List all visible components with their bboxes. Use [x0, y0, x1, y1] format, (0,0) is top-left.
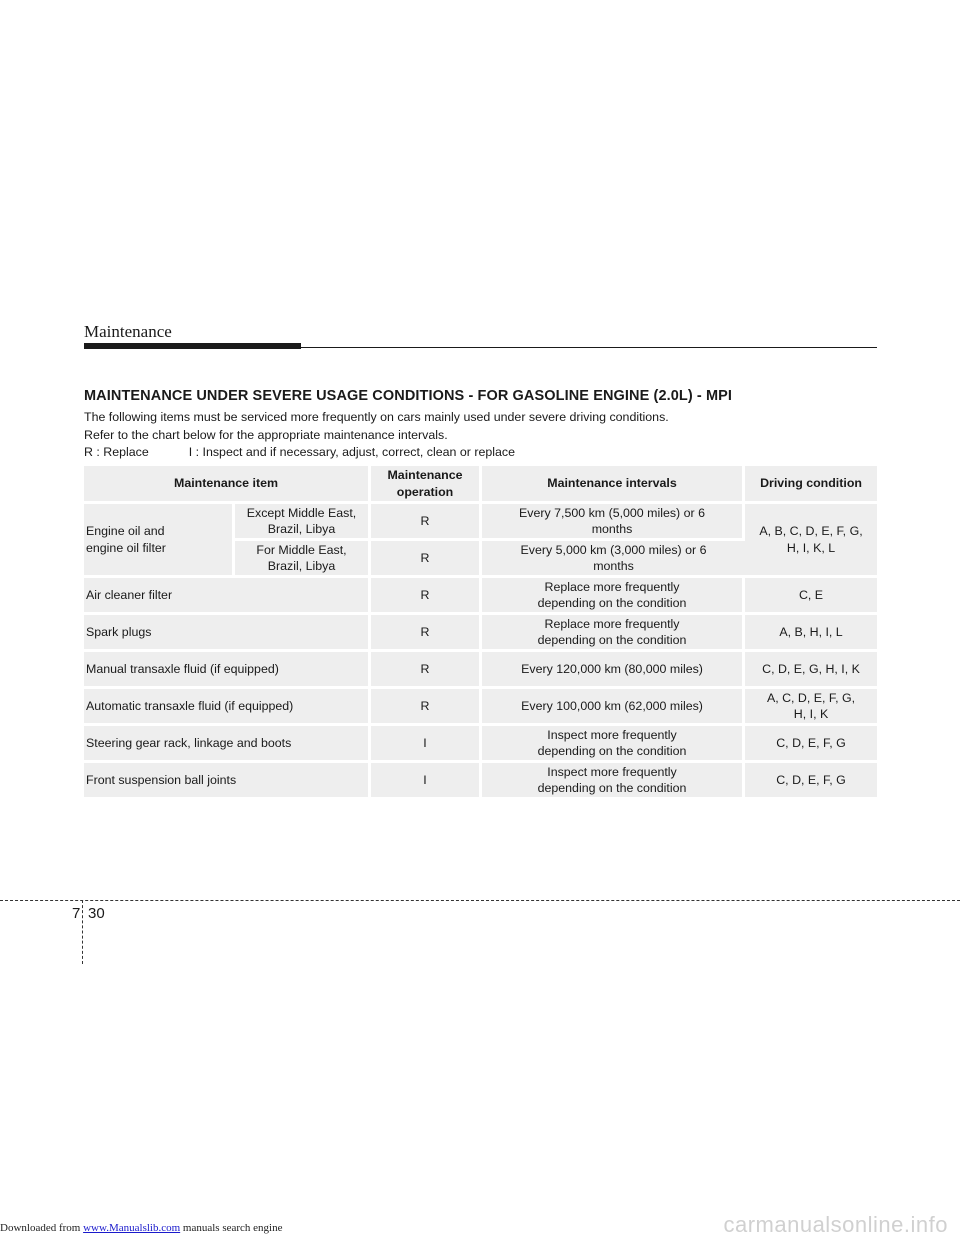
engine-oil-operation: R [371, 504, 482, 541]
row-operation: R [371, 578, 482, 615]
watermark: carmanualsonline.info [723, 1212, 948, 1237]
row-operation: R [371, 615, 482, 652]
table-row [84, 652, 877, 689]
engine-oil-interval: Every 7,500 km (5,000 miles) or 6 months [482, 504, 745, 541]
row-operation: R [371, 652, 482, 689]
intro-text [84, 409, 669, 462]
engine-oil-item: Engine oil and engine oil filter [84, 504, 235, 578]
engine-oil-region: Except Middle East, Brazil, Libya [235, 504, 371, 541]
legend-inspect: I : Inspect and if necessary, adjust, correct, clean or replace [188, 445, 515, 459]
row-interval: Every 120,000 km (80,000 miles) [482, 652, 745, 689]
maintenance-table [84, 466, 877, 800]
header-item: Maintenance item [84, 466, 371, 504]
header-condition: Driving condition [745, 466, 877, 504]
engine-oil-condition: A, B, C, D, E, F, G, H, I, K, L [745, 504, 877, 578]
header-intervals: Maintenance intervals [482, 466, 745, 504]
table-row [84, 726, 877, 763]
table-row [84, 763, 877, 800]
row-item: Steering gear rack, linkage and boots [84, 726, 371, 763]
engine-oil-operation: R [371, 541, 482, 578]
row-interval: Inspect more frequently depending on the condition [482, 763, 745, 800]
footer-dashed-rule [0, 900, 960, 901]
header-operation: Maintenance operation [371, 466, 482, 504]
download-banner: Downloaded from www.Manualslib.com manuals search engine [0, 1222, 283, 1234]
table-row [84, 504, 877, 541]
manualslib-link[interactable]: www.Manualslib.com [83, 1222, 181, 1234]
row-interval: Inspect more frequently depending on the condition [482, 726, 745, 763]
row-operation: I [371, 726, 482, 763]
intro-line-2: Refer to the chart below for the appropriate maintenance intervals. [84, 427, 448, 442]
row-condition: C, E [745, 578, 877, 615]
section-title: Maintenance [84, 322, 172, 341]
legend-replace: R : Replace [84, 445, 149, 459]
table-row [84, 578, 877, 615]
page-number: 30 [88, 905, 105, 922]
legend [84, 444, 669, 462]
row-condition: A, C, D, E, F, G, H, I, K [745, 689, 877, 726]
row-item: Automatic transaxle fluid (if equipped) [84, 689, 371, 726]
row-condition: C, D, E, F, G [745, 763, 877, 800]
row-item: Air cleaner filter [84, 578, 371, 615]
chapter-number: 7 [72, 905, 81, 922]
footer-dashed-divider [82, 900, 83, 964]
table-row [84, 615, 877, 652]
engine-oil-region: For Middle East, Brazil, Libya [235, 541, 371, 578]
row-operation: R [371, 689, 482, 726]
row-condition: C, D, E, G, H, I, K [745, 652, 877, 689]
table-header-row [84, 466, 877, 504]
row-item: Manual transaxle fluid (if equipped) [84, 652, 371, 689]
table-row [84, 689, 877, 726]
row-condition: C, D, E, F, G [745, 726, 877, 763]
row-interval: Replace more frequently depending on the condition [482, 578, 745, 615]
row-interval: Replace more frequently depending on the condition [482, 615, 745, 652]
engine-oil-interval: Every 5,000 km (3,000 miles) or 6 months [482, 541, 745, 578]
row-item: Front suspension ball joints [84, 763, 371, 800]
page-heading: MAINTENANCE UNDER SEVERE USAGE CONDITIONS - FOR GASOLINE ENGINE (2.0L) - MPI [84, 388, 733, 404]
intro-line-1: The following items must be serviced more frequently on cars mainly used under severe driving conditions. [84, 410, 669, 424]
row-interval: Every 100,000 km (62,000 miles) [482, 689, 745, 726]
row-item: Spark plugs [84, 615, 371, 652]
row-operation: I [371, 763, 482, 800]
row-condition: A, B, H, I, L [745, 615, 877, 652]
header-rule-accent [84, 343, 301, 349]
